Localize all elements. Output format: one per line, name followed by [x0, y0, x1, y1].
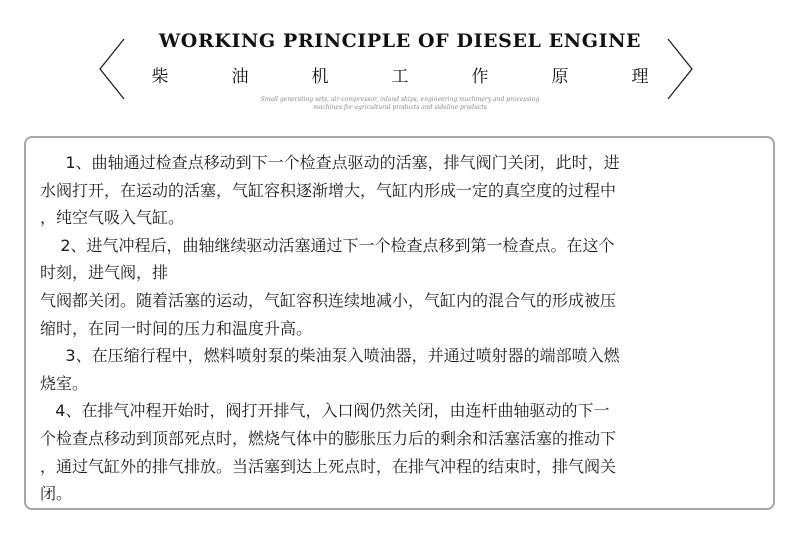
text-line: 时刻，进气阀，排: [40, 263, 169, 283]
text-line: ，通过气缸外的排气排放。当活塞到达上死点时，在排气冲程的结束时，排气阀关: [40, 456, 617, 476]
title-chinese-char: 理: [631, 67, 649, 87]
title-chinese-char: 油: [231, 67, 249, 87]
text-line: 缩时，在同一时间的压力和温度升高。: [40, 318, 313, 338]
text-line: 水阀打开，在运动的活塞，气缸容积逐渐增大，气缸内形成一定的真空度的过程中: [40, 180, 617, 200]
principle-text-box: [24, 136, 775, 510]
text-line: 1、曲轴通过检查点移动到下一个检查点驱动的活塞，排气阀门关闭，此时，进: [40, 153, 620, 172]
text-line: 4、在排气冲程开始时，阀打开排气，入口阀仍然关闭，由连杆曲轴驱动的下一: [40, 401, 610, 421]
text-line: 烧室。: [40, 373, 89, 393]
text-line: 闭。: [40, 484, 73, 504]
text-line: 3、在压缩行程中，燃料喷射泵的柴油泵入喷油器，并通过喷射器的端部喷入燃: [40, 346, 620, 366]
header: [0, 0, 800, 125]
title-chinese-char: 柴: [151, 67, 169, 87]
title-chinese-char: 原: [551, 67, 569, 87]
title-chinese-char: 作: [471, 67, 489, 87]
text-line: ，纯空气吸入气缸。: [40, 208, 185, 228]
text-line: 2、进气冲程后，曲轴继续驱动活塞通过下一个检查点移到第一检查点。在这个: [40, 235, 615, 255]
tagline: [0, 96, 800, 111]
text-line: 气阀都关闭。随着活塞的运动，气缸容积连续地减小，气缸内的混合气的形成被压: [40, 290, 617, 310]
title-chinese: [150, 62, 650, 87]
tagline-line: Small generating sets, air-compressor, inland ships, engineering machinery and processing: [260, 96, 540, 103]
text-line: 个检查点移动到顶部死点时，燃烧气体中的膨胀压力后的剩余和活塞活塞的推动下: [40, 428, 617, 448]
title-english: WORKING PRINCIPLE OF DIESEL ENGINE: [158, 30, 642, 52]
title-chinese-char: 工: [391, 67, 409, 87]
title-chinese-char: 机: [311, 67, 329, 87]
tagline-line: machines for agricultural products and sideline products: [313, 103, 487, 111]
